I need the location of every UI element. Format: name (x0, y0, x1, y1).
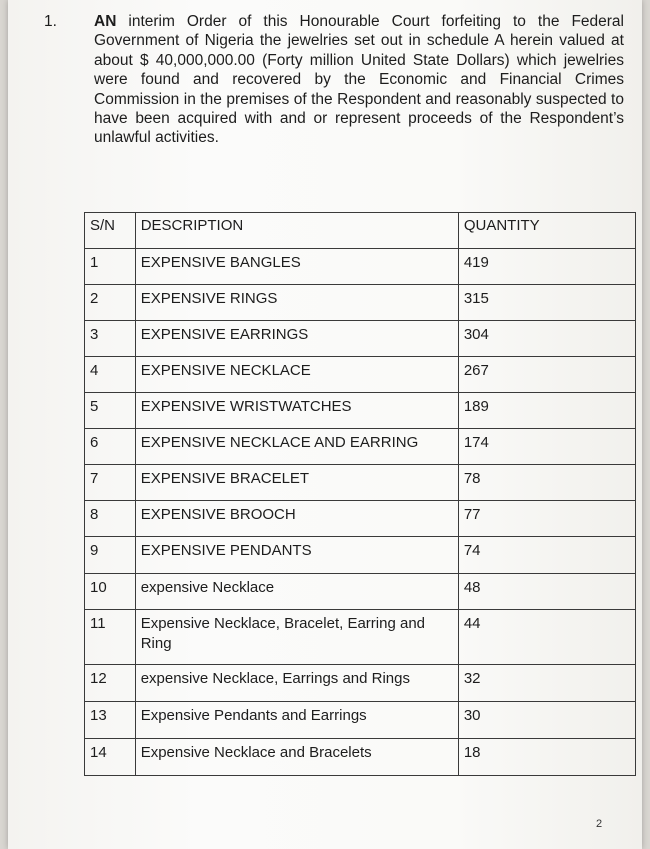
table-header-row (85, 213, 636, 249)
cell-description: EXPENSIVE BROOCH (135, 501, 458, 537)
header-sn: S/N (85, 213, 136, 249)
cell-description: EXPENSIVE WRISTWATCHES (135, 393, 458, 429)
cell-description: expensive Necklace (135, 574, 458, 610)
cell-quantity: 18 (458, 739, 635, 776)
table-row (85, 665, 636, 702)
order-paragraph (44, 12, 624, 148)
cell-sn: 4 (85, 357, 136, 393)
table-row (85, 429, 636, 465)
cell-description: EXPENSIVE NECKLACE AND EARRING (135, 429, 458, 465)
table-row (85, 357, 636, 393)
cell-quantity: 174 (458, 429, 635, 465)
paragraph-lead: AN (94, 13, 117, 30)
cell-quantity: 419 (458, 249, 635, 285)
cell-description: Expensive Necklace, Bracelet, Earring and Ring (135, 610, 458, 665)
paragraph-text (94, 12, 624, 148)
paragraph-number: 1. (44, 13, 57, 30)
cell-quantity: 32 (458, 665, 635, 702)
header-quantity: QUANTITY (458, 213, 635, 249)
jewelry-schedule-table (84, 212, 636, 776)
cell-quantity: 30 (458, 702, 635, 739)
cell-sn: 9 (85, 537, 136, 574)
table-row (85, 537, 636, 574)
document-page (8, 0, 642, 849)
cell-description: Expensive Necklace and Bracelets (135, 739, 458, 776)
cell-quantity: 189 (458, 393, 635, 429)
cell-quantity: 78 (458, 465, 635, 501)
cell-sn: 6 (85, 429, 136, 465)
table-row (85, 393, 636, 429)
cell-sn: 1 (85, 249, 136, 285)
table-row (85, 321, 636, 357)
table-row (85, 574, 636, 610)
table-row (85, 702, 636, 739)
cell-sn: 5 (85, 393, 136, 429)
paragraph-body: interim Order of this Honourable Court forfeiting to the Federal Government of Nigeria the jewelries set out in schedule A herein valued at about $ 40,000,000.00 (Forty million United State Dollars) which jewelries were found and recovered by the Economic and Financial Crimes Commission in the premises of the Respondent and reasonably suspected to have been acquired with and or represent proceeds of the Respondent’s unlawful activities. (94, 13, 624, 147)
cell-sn: 12 (85, 665, 136, 702)
cell-sn: 8 (85, 501, 136, 537)
cell-sn: 14 (85, 739, 136, 776)
cell-description: EXPENSIVE BANGLES (135, 249, 458, 285)
cell-quantity: 74 (458, 537, 635, 574)
cell-description: EXPENSIVE BRACELET (135, 465, 458, 501)
table-row (85, 249, 636, 285)
cell-sn: 7 (85, 465, 136, 501)
cell-quantity: 77 (458, 501, 635, 537)
cell-quantity: 44 (458, 610, 635, 665)
cell-quantity: 304 (458, 321, 635, 357)
page-number: 2 (596, 818, 603, 830)
cell-description: EXPENSIVE NECKLACE (135, 357, 458, 393)
cell-sn: 3 (85, 321, 136, 357)
table-row (85, 285, 636, 321)
table-row (85, 465, 636, 501)
cell-sn: 11 (85, 610, 136, 665)
cell-description: Expensive Pendants and Earrings (135, 702, 458, 739)
table-row (85, 610, 636, 665)
cell-quantity: 267 (458, 357, 635, 393)
cell-description: EXPENSIVE RINGS (135, 285, 458, 321)
cell-quantity: 315 (458, 285, 635, 321)
header-description: DESCRIPTION (135, 213, 458, 249)
cell-description: EXPENSIVE PENDANTS (135, 537, 458, 574)
cell-sn: 10 (85, 574, 136, 610)
cell-description: EXPENSIVE EARRINGS (135, 321, 458, 357)
table-row (85, 501, 636, 537)
cell-sn: 2 (85, 285, 136, 321)
cell-sn: 13 (85, 702, 136, 739)
table-row (85, 739, 636, 776)
cell-description: expensive Necklace, Earrings and Rings (135, 665, 458, 702)
cell-quantity: 48 (458, 574, 635, 610)
